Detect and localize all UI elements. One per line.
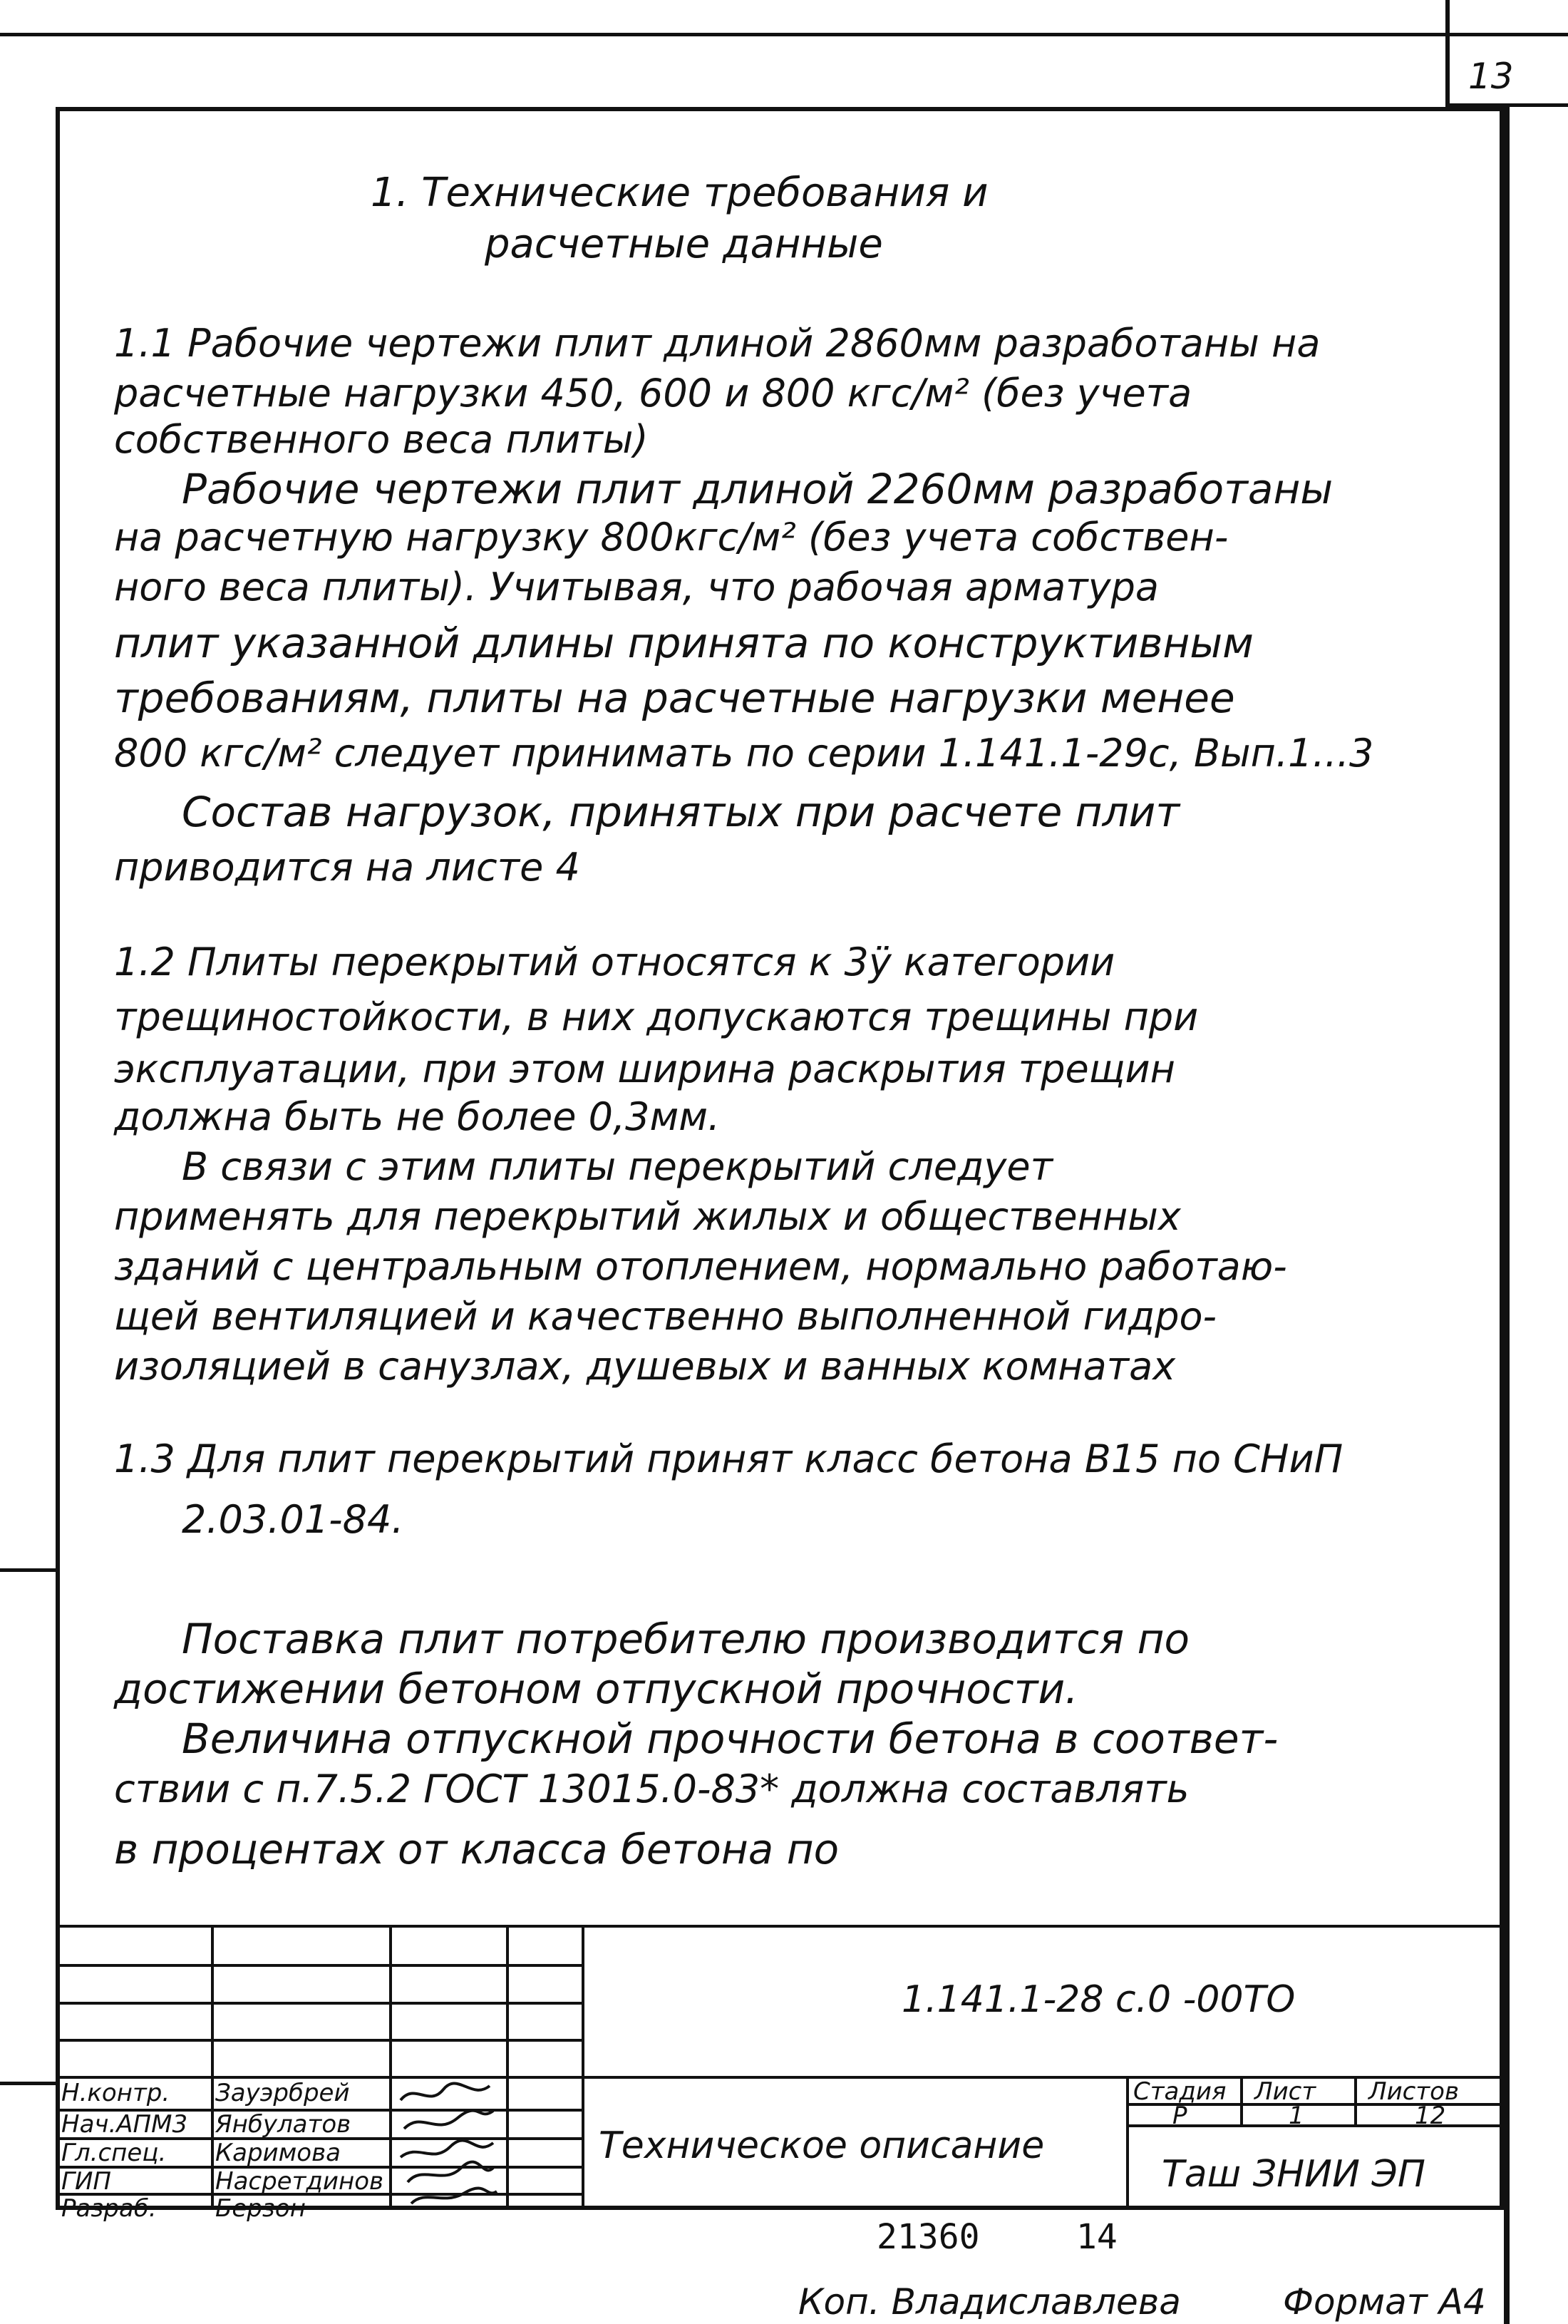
grid-line <box>1126 2076 1129 2210</box>
organization: Таш ЗНИИ ЭП <box>1162 2153 1425 2196</box>
body-line: собственного веса плиты) <box>114 417 649 462</box>
grid-line <box>56 2039 583 2042</box>
body-line: Величина отпускной прочности бетона в соответ- <box>182 1714 1279 1763</box>
body-line: изоляцией в санузлах, душевых и ванных комнатах <box>114 1344 1176 1389</box>
body-line: 2.03.01-84. <box>182 1497 404 1542</box>
role-label: Нач.АПМ3 <box>61 2110 188 2139</box>
body-line: 800 кгс/м² следует принимать по серии 1.141.1-29с, Вып.1...3 <box>114 731 1374 776</box>
role-name: Зауэрбрей <box>215 2079 350 2107</box>
body-line: Рабочие чертежи плит длиной 2260мм разработаны <box>182 465 1334 513</box>
sheet-value: 1 <box>1289 2102 1304 2130</box>
role-label: ГИП <box>61 2167 111 2196</box>
sheet-number: 13 <box>1468 56 1514 97</box>
sheets-value: 12 <box>1415 2102 1446 2130</box>
body-line: должна быть не более 0,3мм. <box>114 1094 721 1139</box>
body-line: зданий с центральным отоплением, нормально работаю- <box>114 1244 1287 1289</box>
stage-value: Р <box>1172 2102 1187 2130</box>
sheet-header: Лист <box>1254 2077 1316 2106</box>
body-line: 1.2 Плиты перекрытий относятся к 3ӱ категории <box>114 940 1115 984</box>
body-line: трещиностойкости, в них допускаются трещины при <box>114 994 1199 1039</box>
grid-line <box>389 1925 392 2210</box>
section-heading-line-2: расчетные данные <box>485 221 883 267</box>
body-line: ствии с п.7.5.2 ГОСТ 13015.0-83* должна составлять <box>114 1767 1190 1811</box>
document-designation: 1.141.1-28 с.0 -00ТО <box>902 1978 1296 2021</box>
body-line: приводится на листе 4 <box>114 845 580 890</box>
role-label: Разраб. <box>61 2194 157 2223</box>
grid-line <box>56 1964 583 1967</box>
body-line: 1.3 Для плит перекрытий принят класс бетона В15 по СНиП <box>114 1436 1343 1481</box>
grid-line <box>506 1925 509 2210</box>
signature-marks <box>393 2079 500 2207</box>
role-label: Гл.спец. <box>61 2139 167 2167</box>
grid-line <box>56 2002 583 2005</box>
body-line: плит указанной длины принята по конструктивным <box>114 619 1254 667</box>
body-line: в процентах от класса бетона по <box>114 1825 840 1873</box>
body-line: Поставка плит потребителю производится по <box>182 1615 1190 1663</box>
role-label: Н.контр. <box>61 2079 170 2107</box>
body-line: достижении бетоном отпускной прочности. <box>114 1665 1078 1713</box>
grid-line <box>211 1925 214 2210</box>
role-name: Каримова <box>215 2139 341 2167</box>
paper-format: Формат А4 <box>1283 2281 1486 2323</box>
body-line: требованиям, плиты на расчетные нагрузки менее <box>114 674 1235 722</box>
grid-line <box>1240 2076 1243 2124</box>
body-line: щей вентиляцией и качественно выполненной гидро- <box>114 1294 1217 1339</box>
copied-by: Коп. Владиславлева <box>798 2281 1181 2323</box>
top-border <box>0 33 1568 36</box>
margin-tick <box>0 1568 56 1572</box>
body-line: В связи с этим плиты перекрытий следует <box>182 1144 1053 1189</box>
inventory-suffix: 14 <box>1076 2217 1118 2257</box>
section-heading-line-1: 1. Технические требования и <box>371 170 989 216</box>
body-line: на расчетную нагрузку 800кгс/м² (без учета собствен- <box>114 515 1229 560</box>
body-line: эксплуатации, при этом ширина раскрытия трещин <box>114 1047 1175 1091</box>
body-line: расчетные нагрузки 450, 600 и 800 кгс/м² (без учета <box>114 371 1192 416</box>
role-name: Янбулатов <box>215 2110 351 2139</box>
margin-tick <box>0 2082 56 2085</box>
body-line: 1.1 Рабочие чертежи плит длиной 2860мм разработаны на <box>114 321 1321 366</box>
body-line: ного веса плиты). Учитывая, что рабочая арматура <box>114 565 1159 610</box>
document-title: Техническое описание <box>599 2124 1045 2167</box>
body-line: применять для перекрытий жилых и общественных <box>114 1194 1181 1239</box>
role-name: Насретдинов <box>215 2167 384 2196</box>
right-border <box>1504 107 1510 2324</box>
body-line: Состав нагрузок, принятых при расчете плит <box>182 788 1180 836</box>
sheets-header: Листов <box>1368 2077 1460 2106</box>
title-block-border <box>56 1925 1507 1928</box>
stage-header: Стадия <box>1133 2077 1227 2106</box>
role-name: Берзон <box>215 2194 306 2223</box>
grid-line <box>1354 2076 1357 2124</box>
inventory-number: 21360 <box>877 2217 980 2257</box>
grid-line <box>582 1925 584 2210</box>
